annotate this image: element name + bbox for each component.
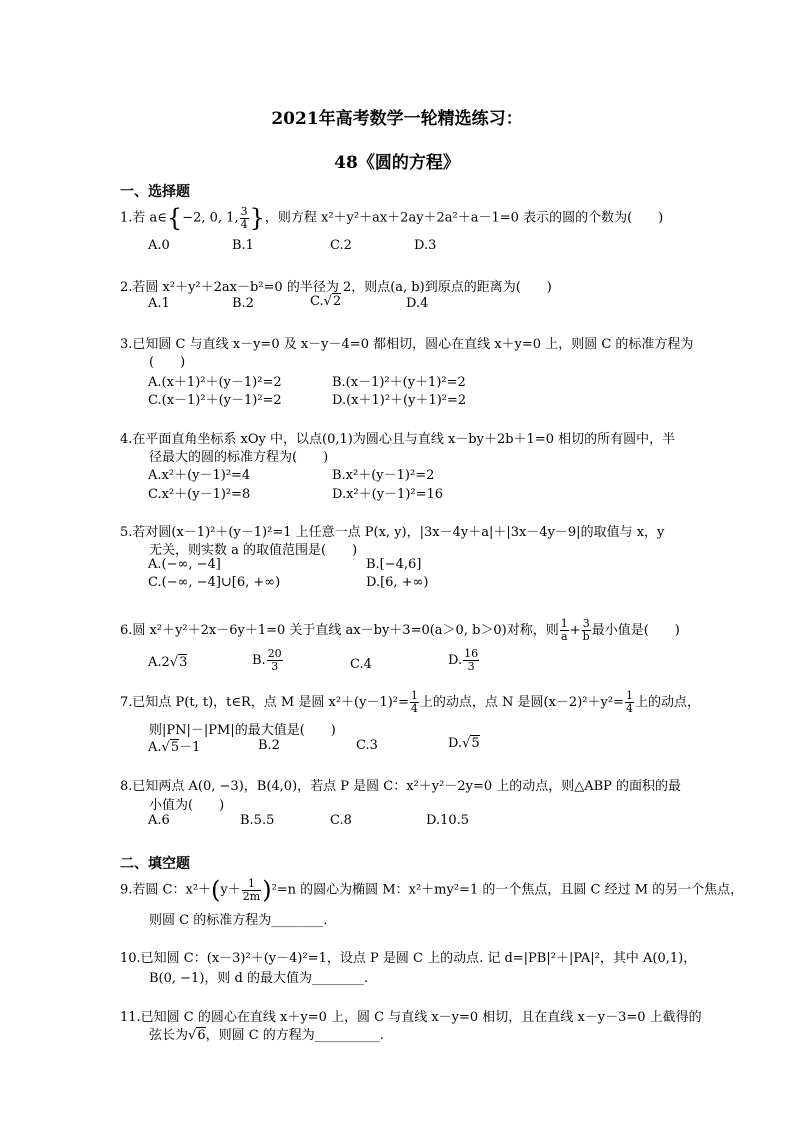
q3-option-c: C.(x－1)²＋(y－1)²=2	[148, 393, 282, 408]
q9-fraction: $\frac{1}{2m}$	[242, 876, 261, 903]
q6-fraction-1-over-a: $\frac{1}{a}$	[560, 617, 568, 643]
q7-fraction-2: $\frac{1}{4}$	[625, 689, 633, 715]
question-3: 3.已知圆 C 与直线 x－y=0 及 x－y－4=0 都相切，圆心在直线 x＋y=0 上，则圆 C 的标准方程为	[120, 337, 694, 352]
q7-fraction-1: $\frac{1}{4}$	[410, 689, 418, 715]
q8-option-c: C.8	[330, 813, 352, 828]
q1-option-c: C.2	[330, 238, 352, 253]
title-line-1: 2021年高考数学一轮精选练习：	[271, 109, 523, 129]
q4-continued: 径最大的圆的标准方程为( )	[149, 450, 329, 465]
q8-continued: 小值为( )	[149, 798, 225, 813]
question-6: 6.圆 x²＋y²＋2x－6y＋1=0 关于直线 ax－by＋3=0(a＞0, b＞0)对称，则 $\frac{1}{a}$ + $\frac{3}{b}$ 最小值是( )	[120, 617, 680, 643]
q1-prefix: 1.若 a∈	[120, 210, 167, 226]
q1-set: −2, 0, 1,	[182, 210, 239, 226]
q2-option-b: B.2	[232, 296, 254, 311]
question-2: 2.若圆 x²＋y²＋2ax－b²=0 的半径为 2，则点(a, b)到原点的距离为( )	[120, 280, 552, 295]
question-1	[120, 204, 663, 232]
right-paren-icon: )	[262, 876, 272, 904]
q3-option-a: A.(x＋1)²＋(y－1)²=2	[148, 375, 282, 390]
q3-answer-blank: ( )	[149, 355, 186, 370]
right-brace-icon: }	[249, 204, 265, 232]
q3-option-d: D.(x＋1)²＋(y＋1)²=2	[332, 393, 467, 408]
q7-option-a: A.√5－1	[148, 740, 201, 755]
q4-option-a: A.x²＋(y－1)²=4	[148, 468, 251, 483]
q7-option-c: C.3	[356, 738, 378, 753]
q10-continued: B(0, −1)，则 d 的最大值为________.	[149, 971, 369, 986]
q2-option-c: C.√2	[310, 294, 342, 309]
q6-option-a: A.2√3	[148, 655, 188, 670]
q6-fraction-3-over-b: $\frac{3}{b}$	[582, 617, 590, 643]
question-8: 8.已知两点 A(0, −3)，B(4,0)，若点 P 是圆 C：x²＋y²－2y=0 上的动点，则△ABP 的面积的最	[120, 779, 682, 794]
q2-option-a: A.1	[148, 296, 170, 311]
q5-option-b: B.[−4,6]	[366, 557, 422, 572]
q9-continued: 则圆 C 的标准方程为________.	[149, 913, 328, 928]
q4-option-d: D.x²＋(y－1)²=16	[332, 487, 444, 502]
q8-option-b: B.5.5	[240, 813, 275, 828]
q4-option-b: B.x²＋(y－1)²=2	[332, 468, 435, 483]
q5-option-a: A.(−∞, −4]	[148, 557, 221, 572]
q6-option-c: C.4	[350, 657, 372, 672]
question-11: 11.已知圆 C 的圆心在直线 x＋y=0 上，圆 C 与直线 x－y=0 相切，且在直线 x－y－3=0 上截得的	[120, 1010, 702, 1025]
q8-option-a: A.6	[148, 813, 170, 828]
section-fill-in: 二、填空题	[120, 856, 190, 872]
question-4: 4.在平面直角坐标系 xOy 中，以点(0,1)为圆心且与直线 x－by＋2b＋1=0 相切的所有圆中，半	[120, 432, 676, 447]
q6-option-d: D. $\frac{16}{3}$	[448, 647, 479, 673]
question-10: 10.已知圆 C：(x－3)²＋(y－4)²=1，设点 P 是圆 C 上的动点. 记 d=|PB|²＋|PA|²，其中 A(0,1)，	[120, 951, 697, 966]
q11-continued: 弦长为√6，则圆 C 的方程为__________.	[149, 1028, 384, 1043]
q2-option-d: D.4	[406, 296, 429, 311]
q1-option-a: A.0	[148, 238, 170, 253]
q7-continued: 则|PN|－|PM|的最大值是( )	[149, 723, 336, 738]
q4-option-c: C.x²＋(y－1)²=8	[148, 487, 251, 502]
q1-option-d: D.3	[414, 238, 437, 253]
q1-option-b: B.1	[232, 238, 254, 253]
q1-suffix: ，则方程 x²＋y²＋ax＋2ay＋2a²＋a－1=0 表示的圆的个数为( )	[264, 210, 664, 226]
q7-option-b: B.2	[258, 738, 280, 753]
q5-continued: 无关，则实数 a 的取值范围是( )	[149, 543, 358, 558]
left-brace-icon: {	[166, 204, 183, 232]
q5-option-c: C.(−∞, −4]∪[6, +∞)	[148, 575, 281, 590]
question-7: 7.已知点 P(t, t)，t∈R，点 M 是圆 x²＋(y－1)²= $\frac{1}{4}$ 上的动点，点 N 是圆(x－2)²＋y²= $\frac{1}{4}$ 上的动点，	[120, 689, 700, 715]
section-multiple-choice: 一、选择题	[120, 184, 190, 200]
left-paren-icon: (	[211, 876, 221, 904]
question-9: 9.若圆 C：x²＋(y＋ $\frac{1}{2m}$ )²=n 的圆心为椭圆 M：x²＋my²=1 的一个焦点，且圆 C 经过 M 的另一个焦点，	[120, 876, 744, 904]
q7-option-d: D.√5	[448, 736, 480, 751]
question-5: 5.若对圆(x－1)²＋(y－1)²=1 上任意一点 P(x, y)，|3x－4y＋a|＋|3x－4y－9|的取值与 x，y	[120, 525, 665, 540]
q8-option-d: D.10.5	[426, 813, 470, 828]
q1-set-fraction: $\frac{3}{4}$	[240, 204, 248, 231]
q6-option-b: B. $\frac{20}{3}$	[252, 647, 282, 673]
q3-option-b: B.(x－1)²＋(y＋1)²=2	[332, 375, 466, 390]
q5-option-d: D.[6, +∞)	[366, 575, 429, 590]
title-line-2: 48《圆的方程》	[334, 153, 460, 173]
